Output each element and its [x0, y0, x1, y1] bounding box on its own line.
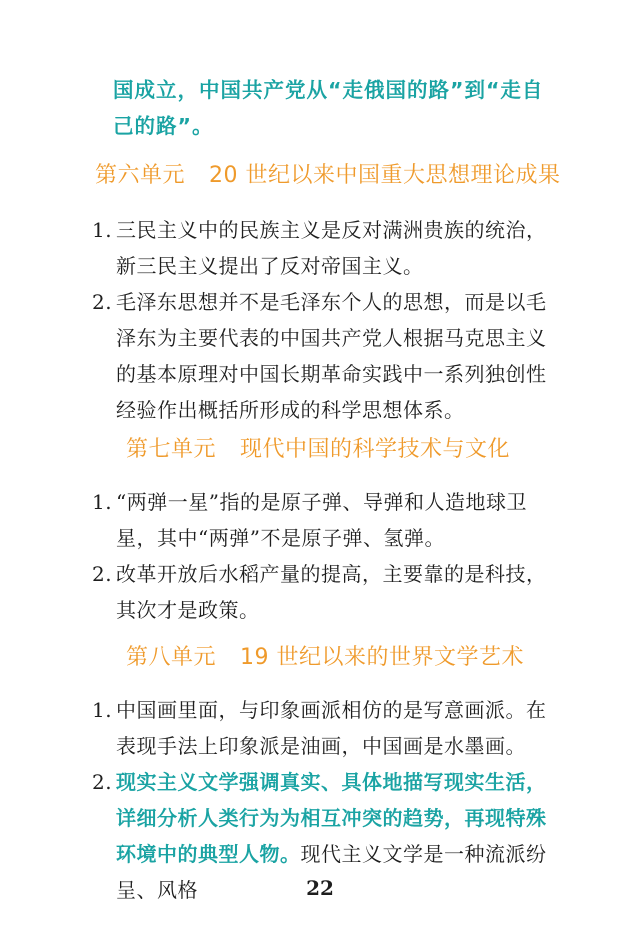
unit-7-label: 第七单元	[126, 437, 217, 462]
highlighted-text: 现实主义文学强调真实、具体地描写现实生活，详细分析人类行为为相互冲突的趋势，再现特殊环境中的典型人物。	[116, 770, 547, 866]
unit-7-title: 现代中国的科学技术与文化	[240, 437, 511, 462]
item-text: 三民主义中的民族主义是反对满洲贵族的统治，新三民主义提出了反对帝国主义。	[116, 218, 547, 278]
list-item	[92, 284, 552, 428]
unit-7-heading	[126, 432, 510, 463]
unit-8-label: 第八单元	[126, 645, 217, 670]
unit-8-heading	[126, 640, 524, 671]
intro-paragraph: 国成立，中国共产党从“走俄国的路”到“走自己的路”。	[113, 78, 544, 138]
item-number: 2.	[92, 562, 113, 586]
list-item	[92, 556, 552, 628]
unit-6-heading	[95, 158, 561, 189]
unit-6-title: 20 世纪以来中国重大思想理论成果	[209, 163, 561, 188]
page-number: 22	[306, 876, 334, 900]
list-item	[92, 692, 552, 764]
item-number: 1.	[92, 698, 113, 722]
plain-text: 现代主义文学是一种流派纷呈、风格	[116, 842, 547, 902]
item-text: 改革开放后水稻产量的提高，主要靠的是科技，其次才是政策。	[116, 562, 547, 622]
item-number: 1.	[92, 490, 113, 514]
item-text: 毛泽东思想并不是毛泽东个人的思想，而是以毛泽东为主要代表的中国共产党人根据马克思主义的基本原理对中国长期革命实践中一系列独创性经验作出概括所形成的科学思想体系。	[116, 290, 547, 422]
item-number: 2.	[92, 290, 113, 314]
item-number: 2.	[92, 770, 113, 794]
list-item	[92, 484, 552, 556]
unit-8-title: 19 世纪以来的世界文学艺术	[240, 645, 525, 670]
unit-6-label: 第六单元	[95, 163, 186, 188]
item-text: “两弹一星”指的是原子弹、导弹和人造地球卫星，其中“两弹”不是原子弹、氢弹。	[116, 490, 527, 550]
item-text: 中国画里面，与印象画派相仿的是写意画派。在表现手法上印象派是油画，中国画是水墨画。	[116, 698, 547, 758]
item-number: 1.	[92, 218, 113, 242]
list-item	[92, 212, 552, 284]
